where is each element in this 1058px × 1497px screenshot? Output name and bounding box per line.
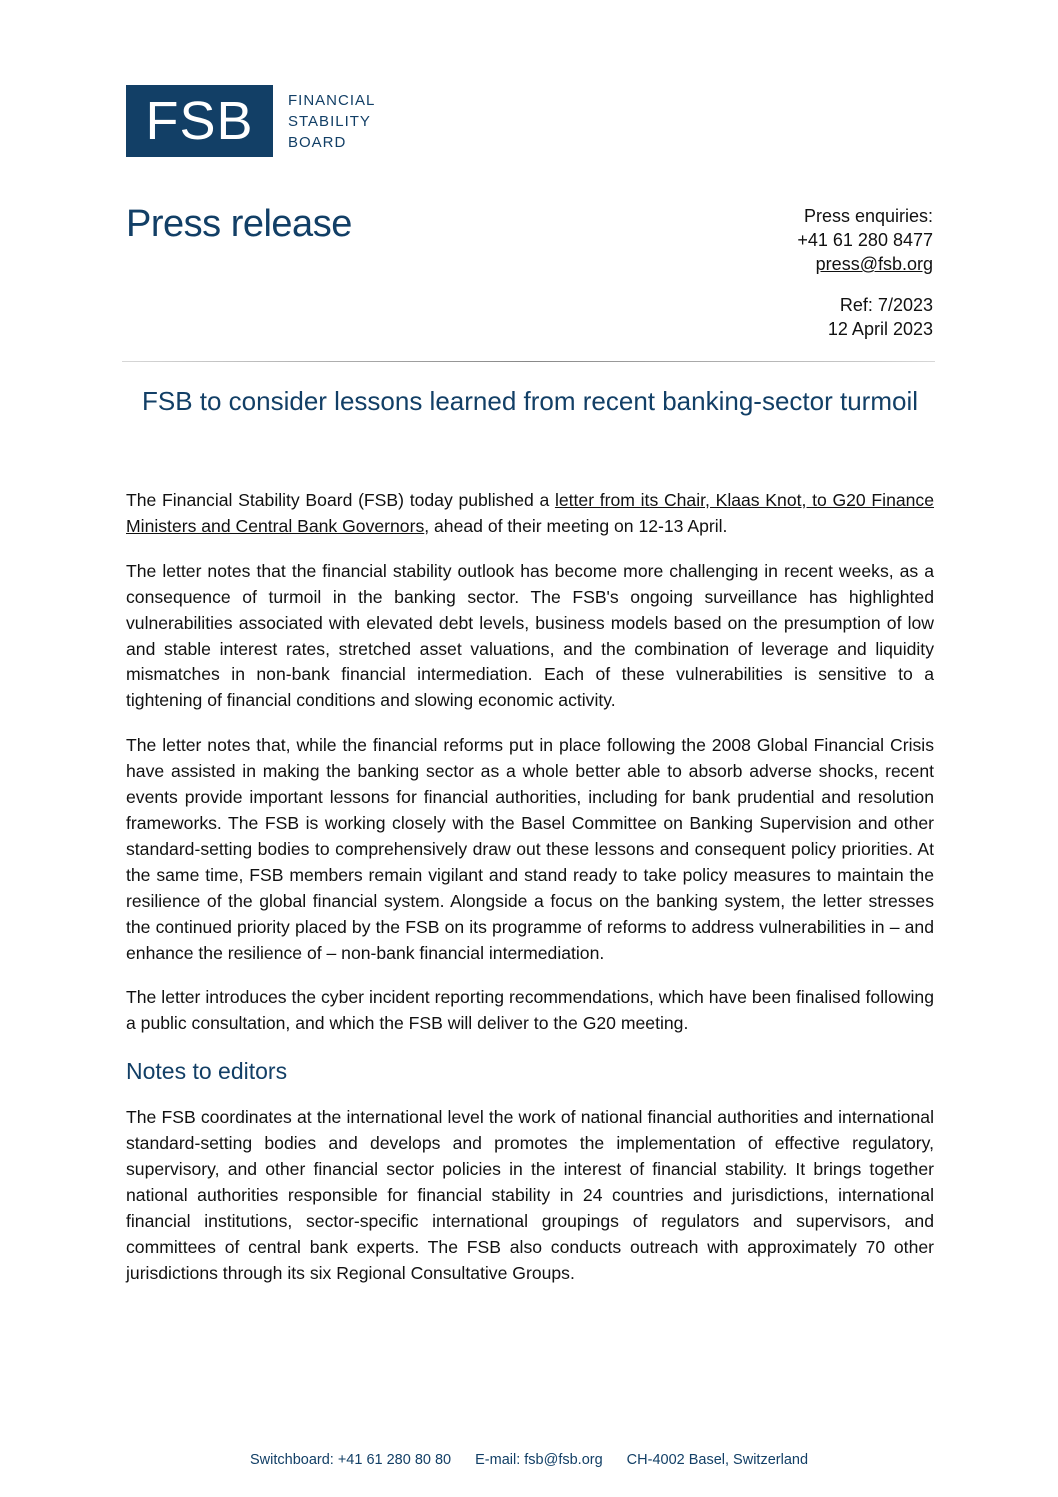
- paragraph-2: The letter notes that the financial stability outlook has become more challenging in recent weeks, as a consequence of turmoil in the banking sector. The FSB's ongoing surveillance has highlighted vulnerabilities associated with elevated debt levels, business models based on the presumption of low and stable interest rates, stretched asset valuations, and the combination of leverage and liquidity mismatches in non-bank financial intermediation. Each of these vulnerabilities is sensitive to a tightening of financial conditions and slowing economic activity.: [126, 560, 934, 711]
- logo-line-financial: FINANCIAL: [288, 91, 376, 109]
- paragraph-1-text-end: , ahead of their meeting on 12-13 April.: [424, 515, 728, 536]
- header-divider: [122, 361, 935, 362]
- headline: FSB to consider lessons learned from recent banking-sector turmoil: [141, 386, 918, 416]
- release-date: 12 April 2023: [827, 319, 933, 339]
- press-contact: [797, 204, 933, 276]
- reference-block: [828, 293, 933, 341]
- article-body: [126, 488, 934, 1306]
- notes-to-editors-heading: Notes to editors: [126, 1058, 288, 1085]
- logo-mark: FSB: [126, 85, 273, 157]
- reference-number: Ref: 7/2023: [839, 295, 933, 315]
- press-phone: +41 61 280 8477: [797, 230, 933, 250]
- paragraph-1-text-start: The Financial Stability Board (FSB) today published a: [126, 490, 555, 510]
- logo-line-board: BOARD: [288, 133, 347, 151]
- logo-wordmark: [288, 90, 375, 153]
- page-footer: [0, 1452, 1058, 1468]
- footer-address: CH-4002 Basel, Switzerland: [626, 1452, 809, 1468]
- logo-line-stability: STABILITY: [288, 112, 371, 130]
- paragraph-3: The letter notes that, while the financial reforms put in place following the 2008 Global Financial Crisis have assisted in making the banking sector as a whole better able to absorb adverse shocks, recent events provide important lessons for financial authorities, including for bank prudential and resolution frameworks. The FSB is working closely with the Basel Committee on Banking Supervision and other standard-setting bodies to comprehensively draw out these lessons and consequent policy priorities. At the same time, FSB members remain vigilant and stand ready to take policy measures to maintain the resilience of the global financial system. Alongside a focus on the banking system, the letter stresses the continued priority placed by the FSB on its programme of reforms to address vulnerabilities in – and enhance the resilience of – non-bank financial intermediation.: [126, 735, 934, 963]
- fsb-logo: [126, 85, 375, 157]
- chair-letter-link[interactable]: letter from its Chair, Klaas Knot, to G20 Finance Ministers and Central Bank Governors: [126, 490, 934, 536]
- footer-switchboard: Switchboard: +41 61 280 80 80: [249, 1452, 452, 1468]
- footer-email: E-mail: fsb@fsb.org: [475, 1452, 603, 1468]
- press-enquiries-label: Press enquiries:: [803, 206, 933, 226]
- press-email-link[interactable]: press@fsb.org: [815, 254, 933, 274]
- notes-to-editors-text: The FSB coordinates at the international level the work of national financial authorities and international standard-setting bodies and develops and promotes the implementation of effective regulatory, supervisory, and other financial sector policies in the interest of financial stability. It brings together national authorities responsible for financial stability in 24 countries and jurisdictions, international financial institutions, sector-specific international groupings of regulators and supervisors, and committees of central bank experts. The FSB also conducts outreach with approximately 70 other jurisdictions through its six Regional Consultative Groups.: [126, 1107, 934, 1283]
- paragraph-4: The letter introduces the cyber incident reporting recommendations, which have been finalised following a public consultation, and which the FSB will deliver to the G20 meeting.: [126, 987, 934, 1034]
- paragraph-1: [126, 488, 934, 540]
- document-type-title: Press release: [126, 203, 352, 245]
